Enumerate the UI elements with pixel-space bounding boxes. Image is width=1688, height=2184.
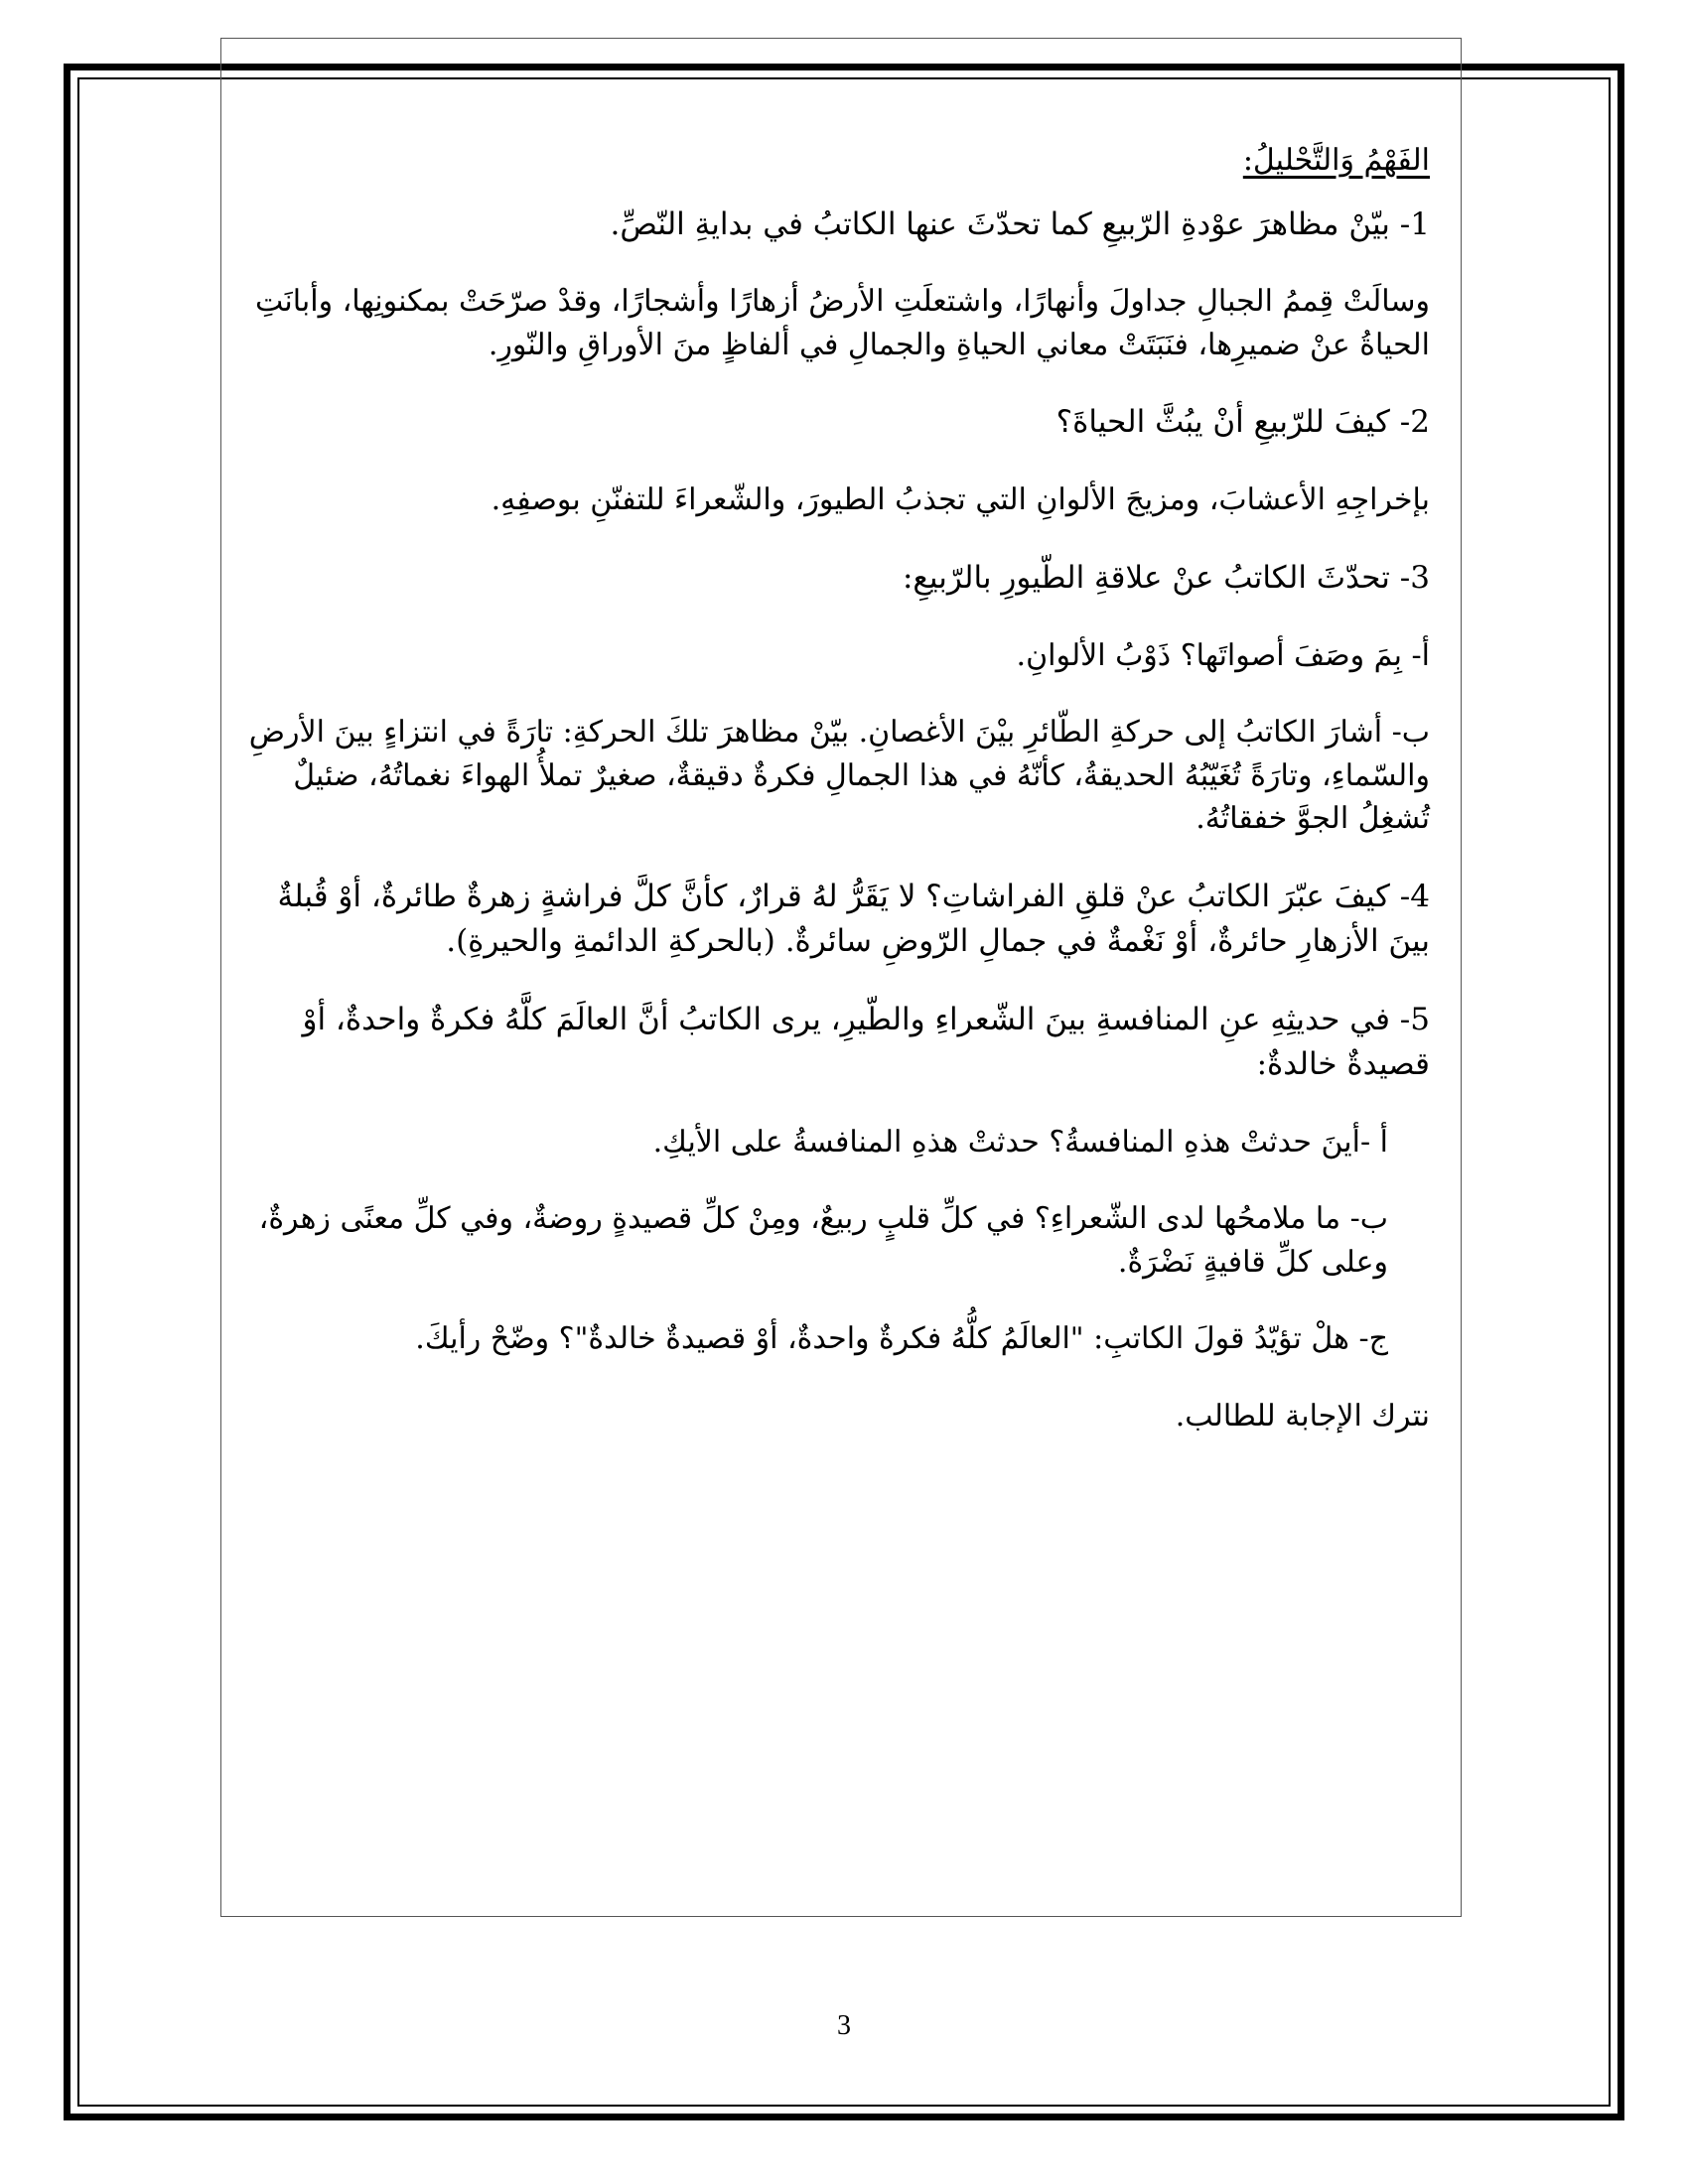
question-3: 3- تحدّثَ الكاتبُ عنْ علاقةِ الطّيورِ بالرّبيعِ: <box>902 559 1430 596</box>
question-5: 5- في حديثِهِ عنِ المنافسةِ بينَ الشّعراءِ والطّيرِ، يرى الكاتبُ أنَّ العالَمَ كلَّهُ فكرةٌ واحدةٌ، أوْ قصيدةٌ خالدةٌ: <box>302 1001 1430 1082</box>
page-number: 3 <box>837 2010 851 2041</box>
question-1: 1- بيّنْ مظاهرَ عوْدةِ الرّبيعِ كما تحدّثَ عنها الكاتبُ في بدايةِ النّصِّ. <box>610 205 1430 242</box>
question-5b: ب- ما ملامحُها لدى الشّعراءِ؟ في كلِّ قلبٍ ربيعٌ، ومِنْ كلِّ قصيدةٍ روضةٌ، وفي كلِّ معنًى زهرةٌ، وعلى كلِّ قافيةٍ نَضْرَةٌ. <box>258 1201 1388 1280</box>
answer-5c: نترك الإجابة للطالب. <box>1175 1398 1430 1433</box>
question-5c: ج- هلْ تؤيّدُ قولَ الكاتبِ: "العالَمُ كلُّهُ فكرةٌ واحدةٌ، أوْ قصيدةٌ خالدةٌ"؟ وضّحْ رأيكَ. <box>415 1321 1388 1357</box>
question-2: 2- كيفَ للرّبيعِ أنْ يبُثَّ الحياةَ؟ <box>1055 404 1430 441</box>
question-3b: ب- أشارَ الكاتبُ إلى حركةِ الطّائرِ بيْنَ الأغصانِ. بيّنْ مظاهرَ تلكَ الحركةِ: تارَةً في انتزاءٍ بينَ الأرضِ والسّماءِ، وتارَةً تُغَيّبُهُ الحديقةُ، كأنّهُ في هذا الجمالِ فكرةٌ دقيقةٌ، صغيرٌ تملأُ الهواءَ نغماتُهُ، ضئيلٌ تُشغِلُ الجوَّ خفقاتُهُ. <box>248 715 1430 837</box>
question-5a: أ -أينَ حدثتْ هذهِ المنافسةُ؟ حدثتْ هذهِ المنافسةُ على الأيكِ. <box>652 1124 1388 1160</box>
document-content <box>240 139 1450 1471</box>
answer-1: وسالَتْ قِممُ الجبالِ جداولَ وأنهارًا، واشتعلَتِ الأرضُ أزهارًا وأشجارًا، وقدْ صرّحَتْ بمكنونِها، وأبانَتِ الحياةُ عنْ ضميرِها، فنَبَتَتْ معاني الحياةِ والجمالِ في ألفاظٍ منَ الأوراقِ والنّورِ. <box>254 284 1430 362</box>
section-heading: الفَهْمُ وَالتَّحْليلُ: <box>1242 143 1430 178</box>
question-3a: أ- بِمَ وصَفَ أصواتَها؟ ذَوْبُ الألوانِ. <box>1016 637 1430 673</box>
answer-2: بإخراجِهِ الأعشابَ، ومزيجَ الألوانِ التي تجذبُ الطيورَ، والشّعراءَ للتفنّنِ بوصفِهِ. <box>491 482 1430 518</box>
question-4: 4- كيفَ عبّرَ الكاتبُ عنْ قلقِ الفراشاتِ؟ لا يَقَرُّ لهُ قرارٌ، كأنَّ كلَّ فراشةٍ زهرةٌ طائرةٌ، أوْ قُبلةٌ بينَ الأزهارِ حائرةٌ، أوْ نَغْمةٌ في جمالِ الرّوضِ سائرةٌ. (بالحركةِ الدائمةِ والحيرةِ). <box>277 878 1430 959</box>
